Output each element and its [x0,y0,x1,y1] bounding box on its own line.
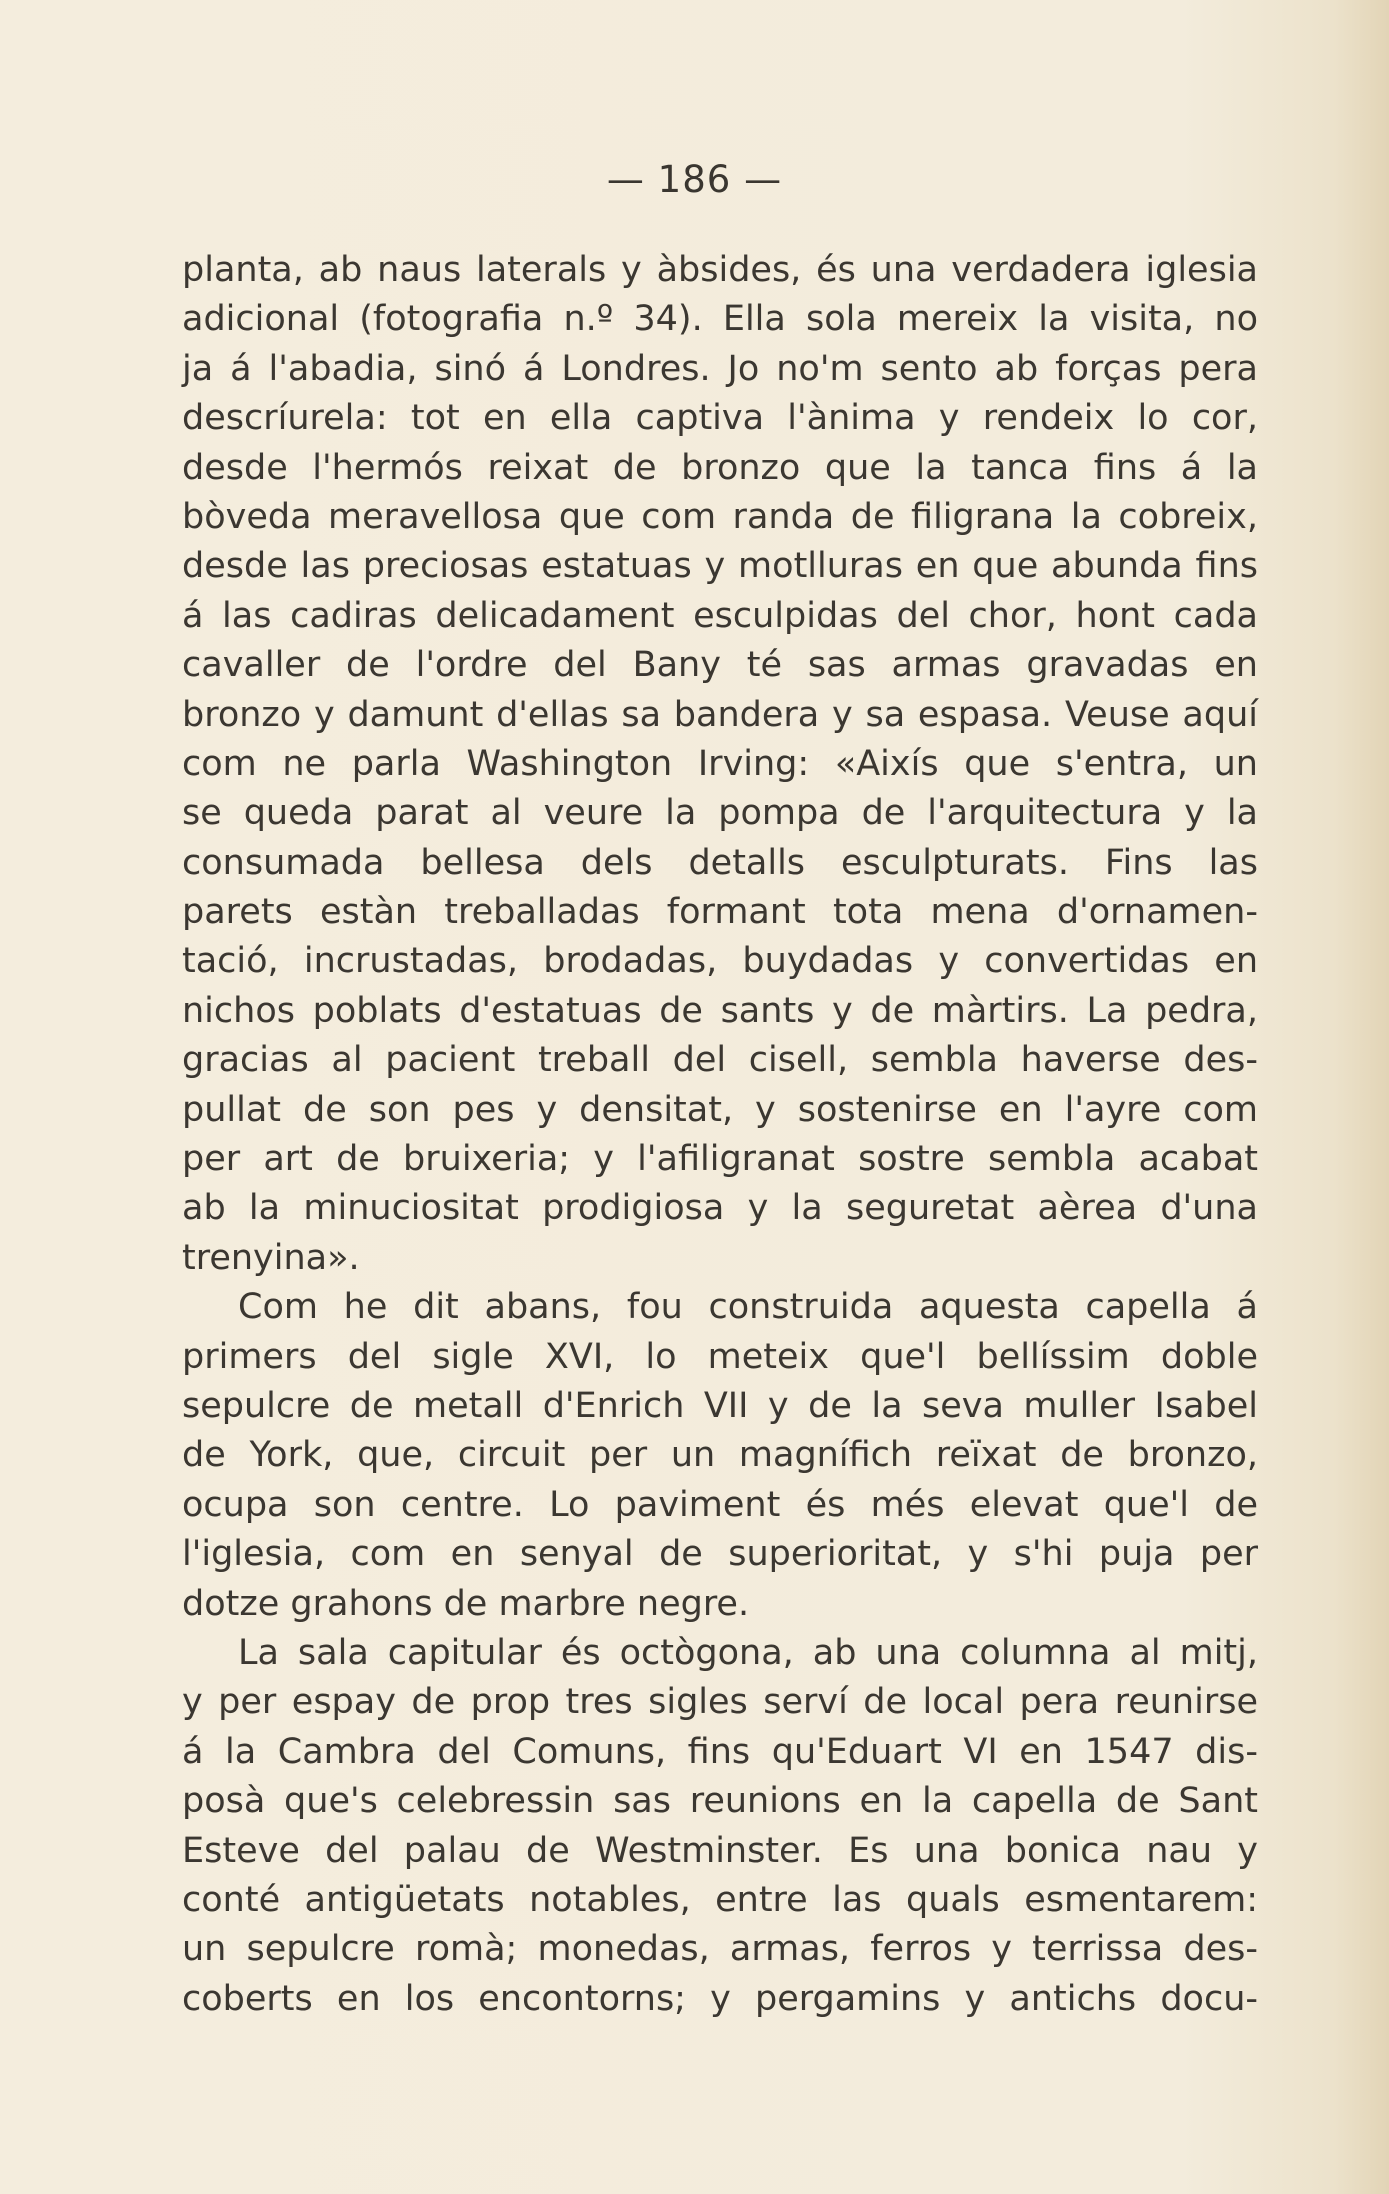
text-line: coberts en los encontorns; y pergamins y antichs docu- [182,1978,1258,2019]
text-line: conté antigüetats notables, entre las quals esmentarem: [182,1879,1258,1920]
text-line: l'iglesia, com en senyal de superioritat, y s'hi puja per [182,1534,1258,1575]
body-text [182,246,1258,2024]
text-line: per art de bruixeria; y l'afiligranat sostre sembla acabat [182,1139,1258,1180]
text-line: Esteve del palau de Westminster. Es una bonica nau y [182,1830,1258,1871]
text-line: á la Cambra del Comuns, fins qu'Eduart VI en 1547 dis- [182,1731,1258,1772]
text-line: desde las preciosas estatuas y motlluras en que abunda fins [182,546,1258,587]
text-line: pullat de son pes y densitat, y sostenirse en l'ayre com [182,1089,1258,1130]
text-line: de York, que, circuit per un magnífich reïxat de bronzo, [182,1435,1258,1476]
page-number: — 186 — [606,158,783,201]
text-line: ja á l'abadia, sinó á Londres. Jo no'm sento ab forças pera [182,348,1258,389]
text-line: nichos poblats d'estatuas de sants y de màrtirs. La pedra, [182,990,1258,1031]
text-line: adicional (fotografia n.º 34). Ella sola mereix la visita, no [182,299,1258,340]
text-line: ab la minuciositat prodigiosa y la seguretat aèrea d'una [182,1188,1258,1229]
text-line: descríurela: tot en ella captiva l'ànima y rendeix lo cor, [182,398,1258,439]
text-line: bronzo y damunt d'ellas sa bandera y sa espasa. Veuse aquí [182,694,1258,735]
text-line: bòveda meravellosa que com randa de filigrana la cobreix, [182,496,1258,537]
text-line: desde l'hermós reixat de bronzo que la tanca fins á la [182,447,1258,488]
text-line: La sala capitular és octògona, ab una columna al mitj, [238,1632,1258,1673]
text-line: primers del sigle XVI, lo meteix que'l bellíssim doble [182,1336,1258,1377]
text-line: gracias al pacient treball del cisell, sembla haverse des- [182,1040,1258,1081]
text-line: ocupa son centre. Lo paviment és més elevat que'l de [182,1484,1258,1525]
text-line: consumada bellesa dels detalls esculpturats. Fins las [182,842,1258,883]
text-line: posà que's celebressin sas reunions en la capella de Sant [182,1781,1258,1822]
text-line: planta, ab naus laterals y àbsides, és una verdadera iglesia [182,250,1258,290]
text-line: sepulcre de metall d'Enrich VII y de la seva muller Isabel [182,1385,1258,1426]
text-line: tació, incrustadas, brodadas, buydadas y convertidas en [182,941,1258,982]
text-line: dotze grahons de marbre negre. [182,1583,750,1624]
text-line: á las cadiras delicadament esculpidas del chor, hont cada [182,595,1258,636]
text-line: Com he dit abans, fou construida aquesta capella á [238,1287,1258,1328]
text-line: cavaller de l'ordre del Bany té sas armas gravadas en [182,645,1258,686]
text-line: parets estàn treballadas formant tota mena d'ornamen- [182,892,1258,933]
text-line: com ne parla Washington Irving: «Aixís que s'entra, un [182,743,1258,784]
text-line: un sepulcre romà; monedas, armas, ferros y terrissa des- [182,1929,1258,1970]
text-line: trenyina». [182,1237,360,1278]
text-line: se queda parat al veure la pompa de l'arquitectura y la [182,793,1258,834]
text-line: y per espay de prop tres sigles serví de local pera reunirse [182,1682,1258,1723]
